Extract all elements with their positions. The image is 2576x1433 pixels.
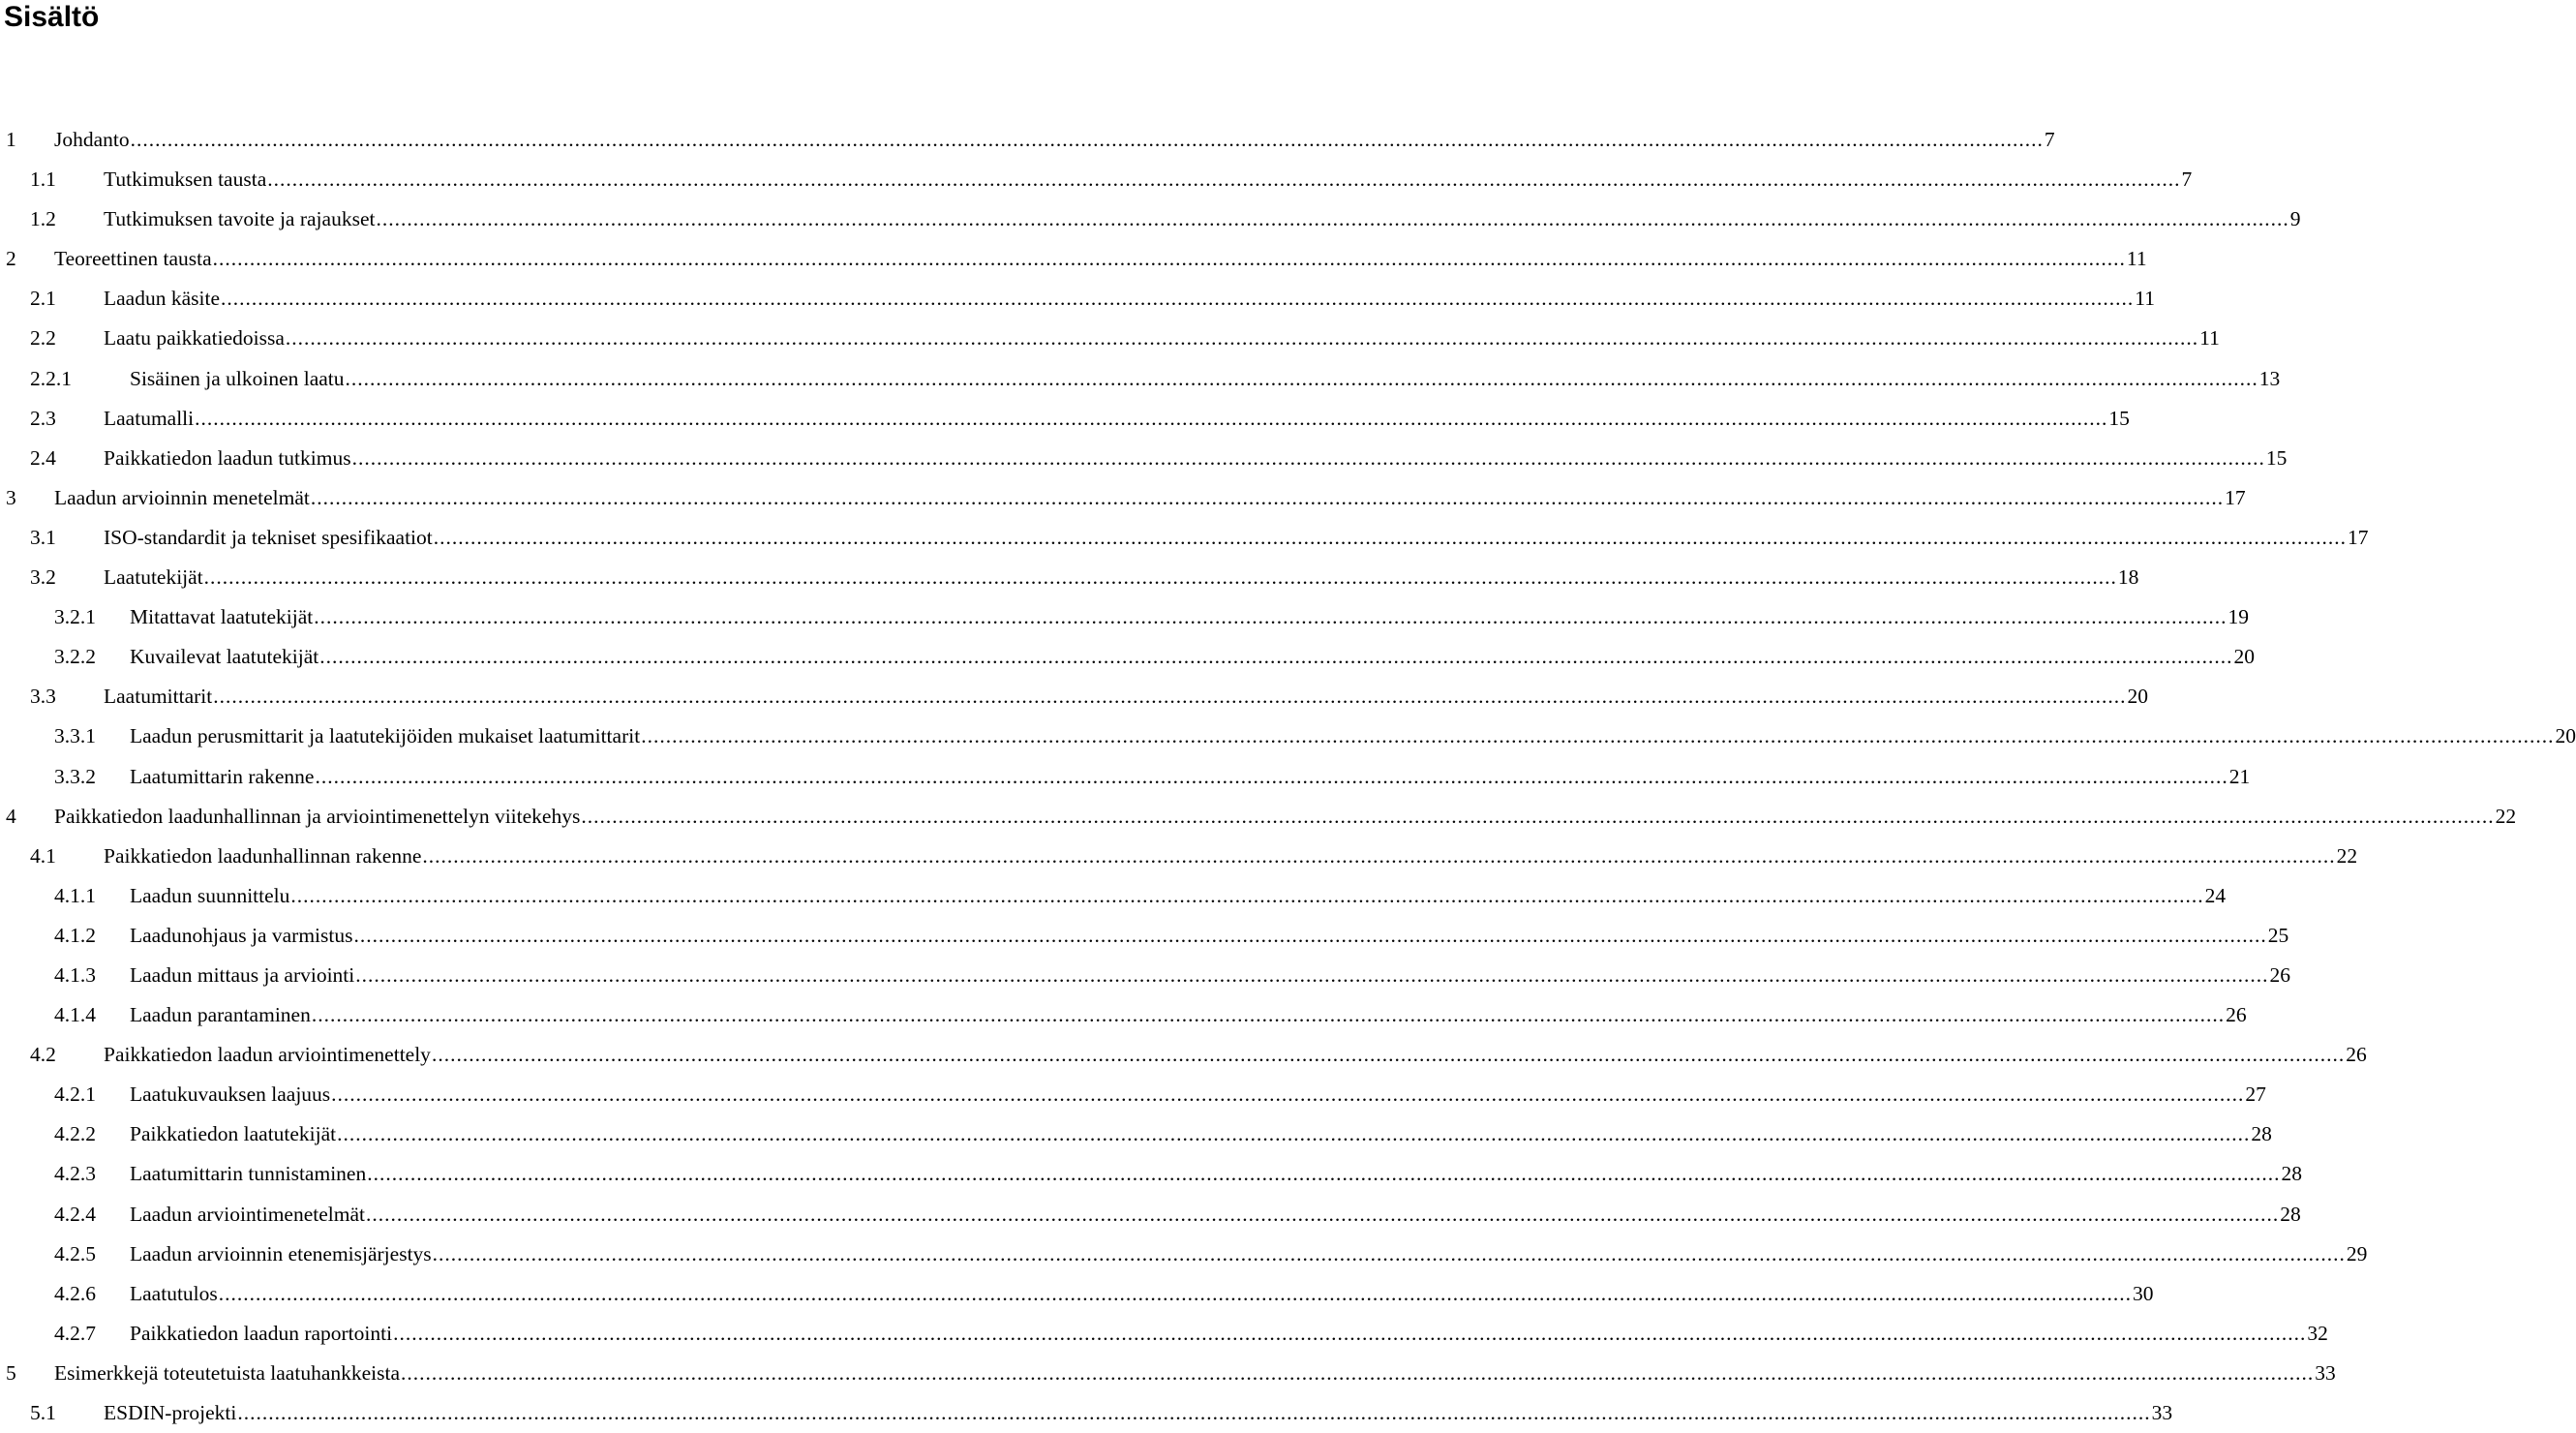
toc-entry-line bbox=[130, 1114, 2272, 1154]
toc-entry[interactable] bbox=[0, 1154, 2302, 1194]
toc-entry-page: 11 bbox=[2135, 287, 2155, 311]
toc-entry-page: 32 bbox=[2307, 1321, 2328, 1345]
toc-entry-label: Laatukuvauksen laajuus bbox=[130, 1082, 331, 1107]
toc-entry-number: 4 bbox=[6, 804, 16, 828]
toc-entry-page: 17 bbox=[2225, 485, 2246, 509]
toc-entry-page: 7 bbox=[2044, 128, 2055, 151]
page-title: Sisältö bbox=[4, 1, 100, 33]
toc-entry-line bbox=[104, 558, 2139, 597]
toc-entry-number: 4.2.5 bbox=[54, 1241, 96, 1265]
toc-entry-line bbox=[130, 876, 2227, 916]
toc-entry-page: 33 bbox=[2151, 1401, 2173, 1424]
toc-entry[interactable] bbox=[0, 558, 2139, 597]
toc-entry-number: 4.2 bbox=[30, 1043, 56, 1067]
toc-entry-number: 2.3 bbox=[30, 406, 56, 430]
toc-entry-line bbox=[130, 597, 2249, 637]
toc-entry-page: 21 bbox=[2228, 764, 2251, 788]
toc-entry-page: 9 bbox=[2289, 207, 2301, 231]
toc-entry-page: 26 bbox=[2269, 962, 2291, 987]
toc-entry[interactable] bbox=[0, 1393, 2173, 1433]
toc-entry-number: 4.1.2 bbox=[54, 923, 96, 947]
toc-entry[interactable] bbox=[0, 199, 2301, 239]
toc-entry-page: 22 bbox=[2495, 804, 2517, 828]
toc-entry-number: 3.3.1 bbox=[54, 724, 96, 748]
dot-leader bbox=[315, 757, 2227, 797]
toc-entry-number: 3.3.2 bbox=[54, 764, 96, 788]
toc-entry[interactable] bbox=[0, 837, 2358, 876]
toc-entry-line bbox=[130, 1154, 2302, 1194]
toc-entry-line bbox=[54, 239, 2147, 279]
toc-entry-label: Laatumalli bbox=[104, 406, 195, 430]
toc-entry-line bbox=[54, 1354, 2336, 1393]
toc-entry-number: 2.2 bbox=[30, 326, 56, 351]
toc-entry-number: 3.2 bbox=[30, 565, 56, 590]
toc-entry-number: 1.2 bbox=[30, 207, 56, 231]
toc-entry-label: Sisäinen ja ulkoinen laatu bbox=[130, 366, 345, 390]
toc-entry-line bbox=[54, 478, 2246, 518]
toc-entry[interactable] bbox=[0, 120, 2055, 160]
toc-entry-line bbox=[130, 359, 2281, 399]
toc-entry-label: Laadun mittaus ja arviointi bbox=[130, 962, 355, 987]
toc-entry[interactable] bbox=[0, 319, 2220, 358]
toc-entry[interactable] bbox=[0, 916, 2289, 956]
toc-entry-page: 25 bbox=[2267, 923, 2289, 947]
toc-entry[interactable] bbox=[0, 1114, 2272, 1154]
toc-entry[interactable] bbox=[0, 1274, 2154, 1314]
toc-entry-line bbox=[130, 1075, 2266, 1114]
toc-entry-page: 30 bbox=[2133, 1281, 2154, 1305]
dot-leader bbox=[213, 239, 2126, 279]
toc-entry-line bbox=[104, 160, 2193, 199]
toc-entry-page: 28 bbox=[2280, 1202, 2301, 1226]
toc-entry[interactable] bbox=[0, 1035, 2367, 1075]
toc-entry-line bbox=[54, 120, 2055, 160]
toc-entry-page: 13 bbox=[2258, 366, 2281, 390]
toc-entry-line bbox=[104, 1393, 2173, 1433]
toc-entry-number: 4.2.1 bbox=[54, 1082, 96, 1107]
toc-entry-number: 4.2.2 bbox=[54, 1122, 96, 1146]
toc-entry-line bbox=[104, 518, 2369, 558]
dot-leader bbox=[433, 1235, 2346, 1274]
toc-entry-label: Paikkatiedon laadunhallinnan ja arviointimenettelyn viitekehys bbox=[54, 804, 581, 828]
toc-entry-label: Tutkimuksen tausta bbox=[104, 168, 267, 192]
toc-entry-page: 15 bbox=[2265, 445, 2288, 470]
toc-entry[interactable] bbox=[0, 359, 2281, 399]
toc-entry-line bbox=[130, 716, 2576, 756]
toc-entry-number: 4.2.3 bbox=[54, 1162, 96, 1186]
toc-entry[interactable] bbox=[0, 160, 2193, 199]
toc-entry-number: 2 bbox=[6, 247, 16, 271]
dot-leader bbox=[131, 120, 2044, 160]
toc-entry-number: 3.1 bbox=[30, 525, 56, 549]
toc-entry-number: 5.1 bbox=[30, 1401, 56, 1424]
toc-entry-page: 28 bbox=[2281, 1162, 2302, 1186]
toc-entry-page: 24 bbox=[2204, 883, 2227, 907]
toc-entry-page: 20 bbox=[2555, 724, 2576, 748]
toc-entry-line bbox=[130, 956, 2291, 995]
dot-leader bbox=[641, 716, 2554, 756]
toc-entry[interactable] bbox=[0, 995, 2247, 1035]
toc-entry-line bbox=[130, 1195, 2301, 1235]
toc-entry-line bbox=[130, 637, 2255, 677]
dot-leader bbox=[221, 279, 2134, 319]
toc-entry-number: 4.1.1 bbox=[54, 883, 96, 907]
dot-leader bbox=[355, 956, 2268, 995]
toc-entry-page: 15 bbox=[2108, 406, 2130, 430]
toc-entry-page: 28 bbox=[2251, 1122, 2272, 1146]
toc-entry-label: Paikkatiedon laadunhallinnan rakenne bbox=[104, 843, 422, 868]
toc-entry-line bbox=[104, 439, 2288, 478]
toc-entry[interactable] bbox=[0, 239, 2147, 279]
toc-entry-page: 11 bbox=[2199, 326, 2220, 351]
toc-entry-label: Laadun suunnittelu bbox=[130, 883, 290, 907]
dot-leader bbox=[353, 916, 2266, 956]
toc-entry-page: 26 bbox=[2346, 1043, 2367, 1067]
dot-leader bbox=[290, 876, 2203, 916]
dot-leader bbox=[432, 1035, 2345, 1075]
toc-entry-label: Paikkatiedon laadun arviointimenettely bbox=[104, 1043, 431, 1067]
dot-leader bbox=[376, 199, 2288, 239]
toc-entry-label: ISO-standardit ja tekniset spesifikaatiot bbox=[104, 525, 433, 549]
toc-entry[interactable] bbox=[0, 716, 2576, 756]
toc-entry-number: 5 bbox=[6, 1360, 16, 1385]
toc-entry-label: Teoreettinen tausta bbox=[54, 247, 212, 271]
dot-leader bbox=[312, 995, 2225, 1035]
toc-entry[interactable] bbox=[0, 1075, 2266, 1114]
toc-entry-number: 2.1 bbox=[30, 287, 56, 311]
dot-leader bbox=[319, 637, 2232, 677]
toc-entry-label: Laadun arvioinnin menetelmät bbox=[54, 485, 310, 509]
dot-leader bbox=[195, 399, 2107, 439]
dot-leader bbox=[401, 1354, 2314, 1393]
toc-entry-label: Laadunohjaus ja varmistus bbox=[130, 923, 353, 947]
toc-entry-line bbox=[130, 757, 2251, 797]
toc-entry-label: Laadun parantaminen bbox=[130, 1003, 311, 1027]
table-of-contents bbox=[0, 120, 2576, 1433]
toc-entry-line bbox=[104, 1035, 2367, 1075]
toc-entry-number: 3.2.1 bbox=[54, 605, 96, 629]
dot-leader bbox=[331, 1075, 2244, 1114]
toc-entry-label: Kuvailevat laatutekijät bbox=[130, 645, 319, 669]
toc-entry-label: Laatutekijät bbox=[104, 565, 203, 590]
toc-entry-page: 11 bbox=[2126, 247, 2147, 271]
toc-entry-line bbox=[104, 677, 2148, 716]
toc-entry-page: 27 bbox=[2245, 1082, 2266, 1107]
dot-leader bbox=[393, 1314, 2306, 1354]
toc-entry-number: 4.1.3 bbox=[54, 962, 96, 987]
toc-entry[interactable] bbox=[0, 757, 2251, 797]
dot-leader bbox=[422, 837, 2335, 876]
toc-entry-number: 4.1 bbox=[30, 843, 56, 868]
toc-entry-line bbox=[54, 797, 2517, 837]
toc-entry[interactable] bbox=[0, 1235, 2368, 1274]
toc-entry-label: Paikkatiedon laatutekijät bbox=[130, 1122, 337, 1146]
toc-entry-page: 20 bbox=[2127, 685, 2148, 709]
toc-entry-page: 33 bbox=[2315, 1360, 2336, 1385]
dot-leader bbox=[581, 797, 2494, 837]
toc-entry-label: Johdanto bbox=[54, 128, 130, 151]
toc-entry-label: Laatutulos bbox=[130, 1281, 218, 1305]
toc-entry[interactable] bbox=[0, 677, 2148, 716]
toc-entry-page: 19 bbox=[2227, 605, 2249, 629]
toc-entry-label: Paikkatiedon laadun raportointi bbox=[130, 1321, 393, 1345]
toc-entry-page: 7 bbox=[2181, 168, 2193, 192]
toc-entry-label: Laadun käsite bbox=[104, 287, 220, 311]
toc-entry-page: 20 bbox=[2233, 645, 2255, 669]
toc-entry-number: 4.2.7 bbox=[54, 1321, 96, 1345]
toc-entry[interactable] bbox=[0, 518, 2369, 558]
toc-entry-number: 3.2.2 bbox=[54, 645, 96, 669]
toc-entry-page: 26 bbox=[2226, 1003, 2247, 1027]
toc-entry[interactable] bbox=[0, 956, 2291, 995]
toc-entry-number: 4.2.4 bbox=[54, 1202, 96, 1226]
toc-entry-number: 4.1.4 bbox=[54, 1003, 96, 1027]
toc-entry[interactable] bbox=[0, 637, 2255, 677]
toc-entry-number: 1.1 bbox=[30, 168, 56, 192]
toc-entry-page: 29 bbox=[2346, 1241, 2368, 1265]
toc-entry[interactable] bbox=[0, 399, 2130, 439]
toc-entry-line bbox=[104, 319, 2220, 358]
toc-entry-page: 17 bbox=[2348, 525, 2369, 549]
toc-entry-label: Laatumittarit bbox=[104, 685, 213, 709]
toc-entry[interactable] bbox=[0, 876, 2227, 916]
toc-entry[interactable] bbox=[0, 439, 2288, 478]
toc-entry-line bbox=[130, 916, 2289, 956]
toc-entry[interactable] bbox=[0, 1314, 2328, 1354]
toc-entry-label: Laadun arviointimenetelmät bbox=[130, 1202, 365, 1226]
toc-entry-page: 18 bbox=[2117, 565, 2139, 590]
toc-entry-line bbox=[130, 1274, 2154, 1314]
toc-entry-label: Laadun arvioinnin etenemisjärjestys bbox=[130, 1241, 432, 1265]
toc-entry[interactable] bbox=[0, 478, 2246, 518]
toc-entry-line bbox=[130, 1235, 2368, 1274]
toc-entry[interactable] bbox=[0, 797, 2517, 837]
toc-entry[interactable] bbox=[0, 279, 2155, 319]
dot-leader bbox=[366, 1195, 2279, 1235]
dot-leader bbox=[213, 677, 2126, 716]
dot-leader bbox=[219, 1274, 2132, 1314]
toc-entry-number: 3 bbox=[6, 485, 16, 509]
toc-entry-label: ESDIN-projekti bbox=[104, 1401, 237, 1424]
toc-entry-line bbox=[104, 399, 2130, 439]
dot-leader bbox=[367, 1154, 2280, 1194]
dot-leader bbox=[286, 319, 2198, 358]
toc-entry-number: 3.3 bbox=[30, 685, 56, 709]
toc-entry-line bbox=[130, 1314, 2328, 1354]
toc-entry-line bbox=[104, 837, 2358, 876]
dot-leader bbox=[434, 518, 2347, 558]
dot-leader bbox=[314, 597, 2227, 637]
toc-entry[interactable] bbox=[0, 1195, 2301, 1235]
toc-entry-label: Laatu paikkatiedoissa bbox=[104, 326, 285, 351]
dot-leader bbox=[346, 359, 2258, 399]
toc-entry-number: 2.2.1 bbox=[30, 366, 72, 390]
toc-entry-line bbox=[130, 995, 2247, 1035]
toc-entry-number: 2.4 bbox=[30, 445, 56, 470]
toc-entry[interactable] bbox=[0, 1354, 2336, 1393]
toc-entry-label: Esimerkkejä toteutetuista laatuhankkeista bbox=[54, 1360, 401, 1385]
dot-leader bbox=[237, 1393, 2150, 1433]
toc-entry-label: Mitattavat laatutekijät bbox=[130, 605, 314, 629]
dot-leader bbox=[204, 558, 2117, 597]
dot-leader bbox=[352, 439, 2265, 478]
toc-entry-label: Laatumittarin tunnistaminen bbox=[130, 1162, 367, 1186]
toc-entry-line bbox=[104, 279, 2155, 319]
toc-entry-label: Laadun perusmittarit ja laatutekijöiden mukaiset laatumittarit bbox=[130, 724, 641, 748]
toc-entry-label: Tutkimuksen tavoite ja rajaukset bbox=[104, 207, 376, 231]
toc-entry[interactable] bbox=[0, 597, 2249, 637]
toc-entry-number: 4.2.6 bbox=[54, 1281, 96, 1305]
toc-entry-number: 1 bbox=[6, 128, 16, 151]
toc-entry-page: 22 bbox=[2336, 843, 2358, 868]
toc-entry-line bbox=[104, 199, 2301, 239]
toc-entry-label: Laatumittarin rakenne bbox=[130, 764, 315, 788]
toc-entry-label: Paikkatiedon laadun tutkimus bbox=[104, 445, 351, 470]
dot-leader bbox=[267, 160, 2180, 199]
dot-leader bbox=[337, 1114, 2250, 1154]
dot-leader bbox=[311, 478, 2224, 518]
